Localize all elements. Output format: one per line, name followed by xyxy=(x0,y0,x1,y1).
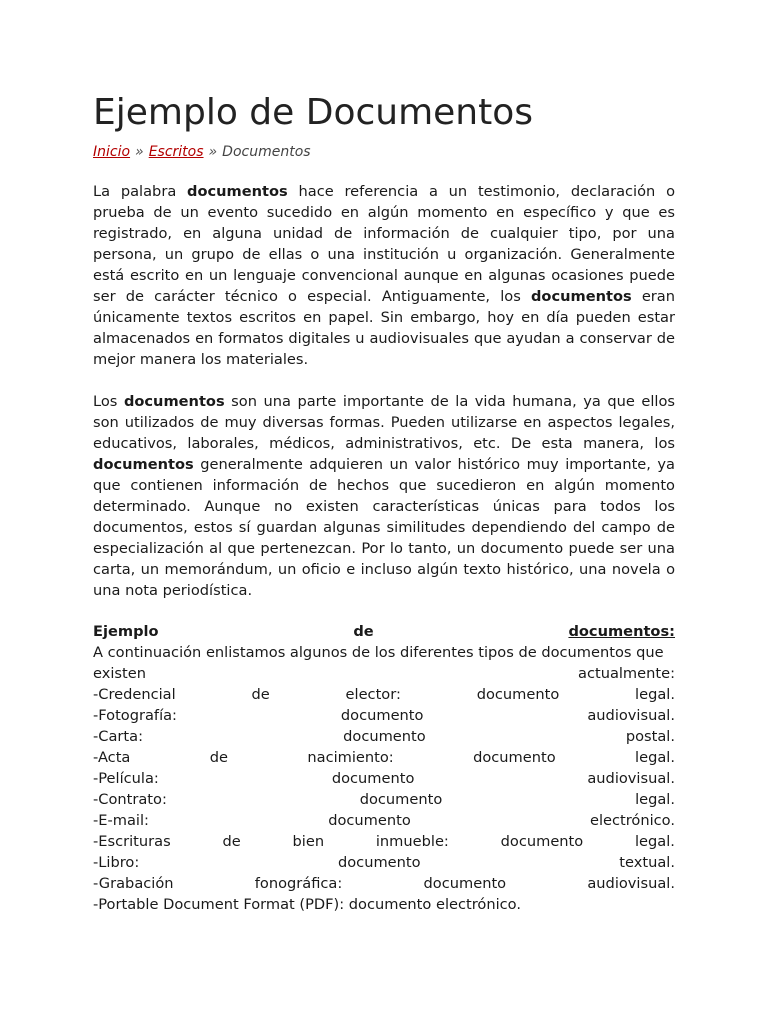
list-item-word: -Libro: xyxy=(93,854,140,871)
list-item-word: -E-mail: xyxy=(93,812,149,829)
intro-text: A continuación enlistamos algunos de los diferentes tipos de documentos que xyxy=(93,644,664,661)
list-item xyxy=(93,873,675,894)
intro-line xyxy=(93,663,675,684)
list-item-word: de xyxy=(222,833,241,850)
list-item-word: legal. xyxy=(635,686,675,703)
list-item-word: legal. xyxy=(635,749,675,766)
heading-word: documentos: xyxy=(568,623,675,640)
list-item-word: de xyxy=(209,749,228,766)
list-item-word: documento xyxy=(340,707,424,724)
intro-word: actualmente: xyxy=(578,665,675,682)
breadcrumb-separator: » xyxy=(208,144,218,160)
breadcrumb-home-link[interactable]: Inicio xyxy=(93,144,131,160)
list-item xyxy=(93,705,675,726)
list-item-word: bien xyxy=(292,833,325,850)
list-item xyxy=(93,768,675,789)
text-span: La palabra xyxy=(93,183,188,200)
list-item-word: inmueble: xyxy=(375,833,449,850)
list-item-word: documento xyxy=(337,854,421,871)
list-item xyxy=(93,852,675,873)
text-span: Los xyxy=(93,393,124,410)
list-item-word: -Fotografía: xyxy=(93,707,177,724)
list-item-word: documento xyxy=(423,875,507,892)
list-item-word: -Contrato: xyxy=(93,791,167,808)
list-item-word: documento xyxy=(500,833,584,850)
text-span: eran únicamente textos escritos en papel. Sin embargo, hoy en día pueden estar almacenados en formatos digitales u audiovisuales que ayudan a conservar de mejor manera los materiales. xyxy=(93,288,675,368)
list-item-word: electrónico. xyxy=(589,812,675,829)
list-item-word: textual. xyxy=(619,854,675,871)
list-item-word: documento xyxy=(476,686,560,703)
bold-keyword: documentos xyxy=(530,288,632,305)
text-span: son una parte importante de la vida humana, ya que ellos son utilizados de muy diversas formas. Pueden utilizarse en aspectos legales, educativos, laborales, médicos, administrativos, etc. De esta manera, los xyxy=(93,393,675,452)
intro-line xyxy=(93,642,675,663)
page-title: Ejemplo de Documentos xyxy=(93,92,534,133)
bold-keyword: documentos xyxy=(123,393,225,410)
list-item-text: -Portable Document Format (PDF): documento electrónico. xyxy=(93,896,521,913)
list-item-word: documento xyxy=(473,749,556,766)
list-item xyxy=(93,684,675,705)
list-item-word: audiovisual. xyxy=(587,707,675,724)
text-span: generalmente adquieren un valor histórico muy importante, ya que contienen información de hechos que sucedieron en algún momento determinado. Aunque no existen características únicas para todos los documentos, estos sí guardan algunas similitudes dependiendo del campo de especialización al que pertenezcan. Por lo tanto, un documento puede ser una carta, un memorándum, un oficio e incluso algún texto histórico, una novela o una nota periodística. xyxy=(93,456,675,599)
breadcrumb-section-link[interactable]: Escritos xyxy=(148,144,204,160)
list-item xyxy=(93,726,675,747)
list-item-word: documento xyxy=(331,770,415,787)
bold-keyword: documentos xyxy=(93,456,194,473)
list-item xyxy=(93,894,675,915)
list-item-word: -Carta: xyxy=(93,728,143,745)
list-item-word: nacimiento: xyxy=(307,749,394,766)
examples-heading xyxy=(93,621,675,642)
breadcrumb-separator: » xyxy=(135,144,144,160)
bold-keyword: documentos xyxy=(187,183,288,200)
list-item-word: documento xyxy=(328,812,411,829)
breadcrumb-current: Documentos xyxy=(222,144,311,160)
text-span: hace referencia a un testimonio, declaración o prueba de un evento sucedido en algún momento en específico y que es registrado, en alguna unidad de información de cualquier tipo, por una persona, un grupo de ellas o una institución u organización. Generalmente está escrito en un lenguaje convencional aunque en algunas ocasiones puede ser de carácter técnico o especial. Antiguamente, los xyxy=(93,183,675,305)
list-item-word: -Grabación xyxy=(93,875,174,892)
list-item-word: -Credencial xyxy=(93,686,176,703)
list-item-word: elector: xyxy=(345,686,401,703)
list-item xyxy=(93,747,675,768)
list-item xyxy=(93,789,675,810)
list-item-word: -Película: xyxy=(93,770,159,787)
intro-word: existen xyxy=(93,665,146,682)
paragraph-definition xyxy=(93,181,675,370)
list-item-word: audiovisual. xyxy=(587,875,675,892)
list-item-word: -Escrituras xyxy=(93,833,171,850)
list-item-word: -Acta xyxy=(93,749,131,766)
list-item xyxy=(93,831,675,852)
list-item xyxy=(93,810,675,831)
list-item-word: legal. xyxy=(635,791,675,808)
breadcrumb xyxy=(93,144,311,160)
heading-word: Ejemplo xyxy=(93,623,159,640)
list-item-word: documento xyxy=(343,728,426,745)
list-item-word: de xyxy=(251,686,270,703)
list-item-word: documento xyxy=(359,791,443,808)
list-item-word: postal. xyxy=(625,728,675,745)
list-item-word: legal. xyxy=(635,833,675,850)
paragraph-importance xyxy=(93,391,675,601)
heading-word: de xyxy=(353,623,374,640)
list-item-word: audiovisual. xyxy=(587,770,675,787)
list-item-word: fonográfica: xyxy=(254,875,343,892)
